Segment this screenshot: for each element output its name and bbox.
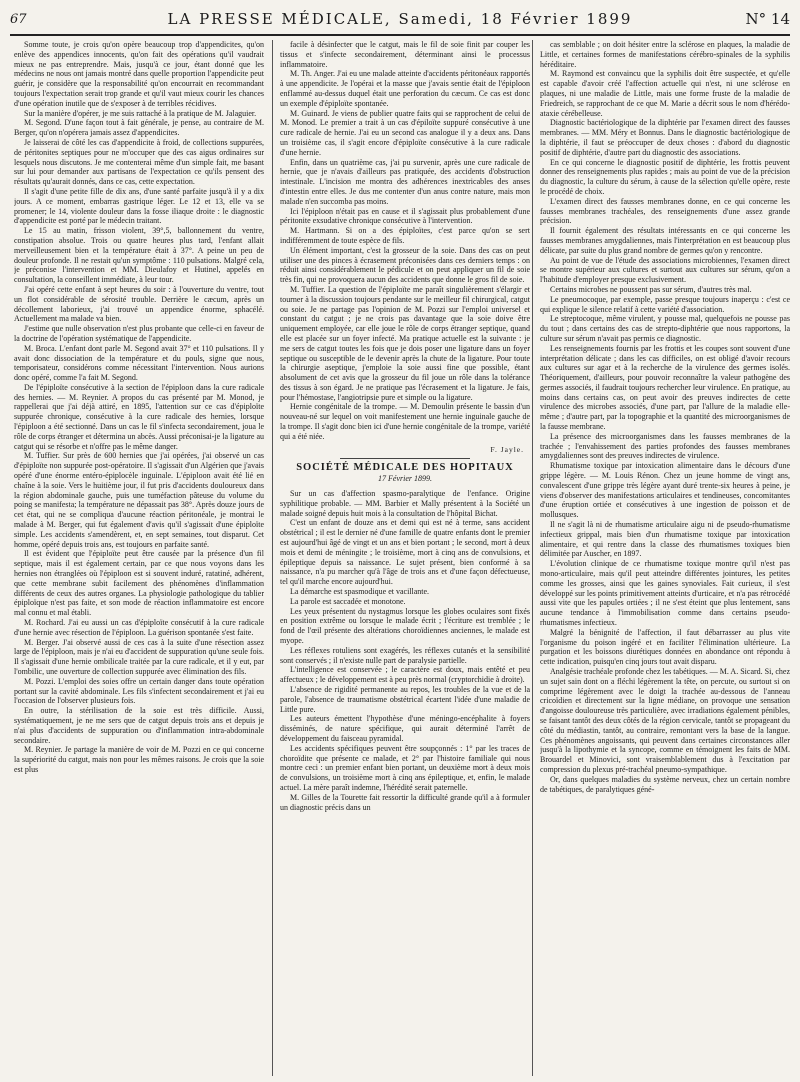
column-divider xyxy=(532,40,533,1076)
paragraph: Hernie congénitale de la trompe. — M. Demoulin présente le bassin d'un nouveau-né sur lequel on voit manifestement une hernie inguinale gauche de la trompe. Il s'agit donc bien ici d'une hernie congénitale de la trompe, variété qui a été niée. xyxy=(280,402,530,441)
paragraph: En ce qui concerne le diagnostic positif de diphtérie, les frottis peuvent donner des renseignements plus rapides ; mais au point de vue de la précision du diagnostic, la culture du sérum, à cause de la sélection qu'elle opère, reste le procédé de choix. xyxy=(540,157,790,196)
paragraph: Le streptocoque, même virulent, y pousse mal, quelquefois ne pousse pas du tout ; dans certains des cas de strepto-diphtérie que nous rapportons, la culture sur sérum n'avait pas permis ce diagnostic. xyxy=(540,314,790,343)
page-header xyxy=(10,4,790,36)
paragraph: M. Segond. D'une façon tout à fait générale, je pense, au contraire de M. Berger, qu'on n'opérera jamais assez d'appendicites. xyxy=(14,118,264,138)
paragraph: La parole est saccadée et monotone. xyxy=(290,596,406,606)
paragraph: Analgésie trachéale profonde chez les tabétiques. — M. A. Sicard. Si, chez un sujet sain dont on a fléchi légèrement la tête, on percute, ou surtout si on comprime légèrement avec le doigt la trachée au-dessous de l'anneau cricoïdien et directement sur la ligne médiane, on provoque une sensation d'angoisse douloureuse très particulière, avec irradiations également pénibles, se faisant tantôt des deux côtés de la région cervicale, tantôt se propageant du côté du médiastin, tantôt, au contraire, remontant vers la base de la langue. Ces phénomènes angoissants, qui peuvent dans certaines circonstances aller jusqu'à la lipothymie et la syncope, comme en témoignent les faits de MM. Brouardel et Minovici, sont vraisemblablement dus à l'excitation par compression du plexus pré-trachéal pneumo-sympathique. xyxy=(540,667,790,774)
paragraph: La démarche est spasmodique et vacillante. xyxy=(290,587,430,597)
column-middle xyxy=(280,40,530,1076)
paragraph: Je laisserai de côté les cas d'appendicite à froid, de collections suppurées, de péritonites septiques pour ne m'occuper que des cas aigus ordinaires sur lesquels nous discutons. Je me contenterai même d'un simple fait, me basant sur lui pour demander aux partisans de l'expectation ce qu'ils pensent des résultats qu'aurait donnés, dans ce cas, cette expectation. xyxy=(14,137,264,187)
paragraph: M. Reynier. Je partage la manière de voir de M. Pozzi en ce qui concerne la supériorité du catgut, mais non pour les mêmes raisons. Je crois que la soie est plus xyxy=(14,745,264,774)
paragraph: Les yeux présentent du nystagmus lorsque les globes oculaires sont fixés en position extrême ou lorsque le malade écrit ; l'écriture est tremblée ; le fond de l'œil présente des altérations choroïdiennes anciennes, le malade est myope. xyxy=(280,606,530,646)
paragraph: M. Gilles de la Tourette fait ressortir la difficulté grande qu'il a à formuler un diagnostic précis dans un xyxy=(280,792,530,812)
paragraph: Enfin, dans un quatrième cas, j'ai pu survenir, après une cure radicale de hernie, que je n'avais d'ailleurs pas pratiquée, des accidents d'obstruction intestinale. L'incision me montra des adhérences inextricables des anses d'intestin entre elles. Je dus me contenter d'un anus contre nature, mais mon malade n'en succomba pas moins. xyxy=(280,157,530,206)
paragraph: Les réflexes rotuliens sont exagérés, les réflexes cutanés et la sensibilité sont conservés ; il n'existe nulle part de paralysie partielle. xyxy=(280,645,530,665)
paragraph: Or, dans quelques maladies du système nerveux, chez un certain nombre de tabétiques, de paralytiques géné- xyxy=(540,774,790,794)
paragraph: M. Tuffier. La question de l'épiploïte me paraît singulièrement s'élargir et tourner à la discussion toujours pendante sur le meilleur fil chirurgical, catgut ou soie. Je ne partage pas l'opinion de M. Pozzi sur l'emploi universel et constant du catgut ; je ne crois pas davantage que la soie doive être uniquement employée, car elle joue le rôle de corps étranger septique, quand elle est placée sur un foyer infecté. Ma pratique actuelle est la suivante : je me sers de catgut toutes les fois que je dois poser une ligature dans un foyer septique ou susceptible de le devenir après la chute de la ligature. Pour toute la chirurgie aseptique, j'emploie la soie aussi fine que possible, étant absolument de cet avis que la grosseur du fil joue un rôle dans la tolérance des tissus à son égard. Je ne pratique pas l'écrasement et la ligature. Je fais, pour l'hémostase, l'angiotripsie pure et simple ou la ligature. xyxy=(280,284,530,402)
paragraph: L'intelligence est conservée ; le caractère est doux, mais entêté et peu affectueux ; le développement est à peu près normal (cryptorchidie à droite). xyxy=(280,665,530,685)
paragraph: Ici l'épiploon n'était pas en cause et il s'agissait plus probablement d'une péritonite exsudative chronique consécutive à l'intervention. xyxy=(280,206,530,226)
paragraph: L'évolution clinique de ce rhumatisme toxique montre qu'il n'est pas mono-articulaire, mais qu'il peut atteindre différentes jointures, les petites comme les grosses, ainsi que les gaines synoviales. Fait curieux, il s'est développé sur les points primitivement atteints d'urticaire, et n'a pas rétrocédé aussi vite que les papules ortiées ; il ne s'est éteint que plus lentement, sans aucune tendance à l'immobilisation comme dans certains pseudo-rhumatismes infectieux. xyxy=(540,559,790,628)
column-divider xyxy=(272,40,273,1076)
paragraph: M. Berger. J'ai observé aussi de ces cas à la suite d'une résection assez large de l'épiploon, mais je n'ai eu d'accident de suppuration qu'une seule fois. Il s'agissait d'une hernie ombilicale traitée par la cure radicale, et il y eut, par l'ombilic, une ouverture de collection suppurée avec élimination des fils. xyxy=(14,637,264,676)
paragraph: facile à désinfecter que le catgut, mais le fil de soie finit par couper les tissus et s'infecte secondairement, déterminant ainsi le processus inflammatoire. xyxy=(280,40,530,69)
paragraph: Les accidents spécifiques peuvent être soupçonnés : 1° par les traces de choroïdite que présente ce malade, et 2° par l'histoire familiale qui nous montre ceci : un premier enfant bien portant, un deuxième mort à deux mois de convulsions, un troisième mort à cinq ans épileptique, et, enfin, le malade actuel. La mère paraît indemne, l'hérédité serait paternelle. xyxy=(280,743,530,792)
paragraph: De l'épiploïte consécutive à la section de l'épiploon dans la cure radicale des hernies. — M. Reynier. A propos du cas présenté par M. Monod, je rappellerai que j'ai déjà attiré, en 1895, l'attention sur ce cas d'épiploïte suppurée chronique, consécutive à la cure radicale des hernies, lorsque l'épiploon a été sectionné. Dans un cas le fil s'infecta secondairement, joua le rôle de corps étranger et détermina un abcès. Aussi préconisai-je la ligature au catgut qui se résorbe et n'offre pas le même danger. xyxy=(14,382,264,451)
page-number: 67 xyxy=(10,11,27,27)
paragraph: M. Th. Anger. J'ai eu une malade atteinte d'accidents péritonéaux rapportés à une appendicite. Je l'opérai et la masse que j'avais sentie était de l'épiploon enflammé au-dessus duquel était une perforation du cæcum. Ce cas est donc un exemple d'épiploïte spontanée. xyxy=(280,69,530,108)
paragraph: Sur un cas d'affection spasmo-paralytique de l'enfance. Origine syphilitique probable. — MM. Barbier et Mally présentent à la Société un malade soigné depuis huit mois à la consultation de l'hôpital Bichat. xyxy=(280,489,530,518)
paragraph: Un élément important, c'est la grosseur de la soie. Dans des cas on peut utiliser une des pinces à écrasement préconisées dans ces derniers temps : on réduit ainsi considérablement le pédicule et on peut appliquer un fil de soie très fin, qui ne provoquera aucun des accidents que donne le gros fil de soie. xyxy=(280,245,530,285)
paragraph: Il est évident que l'épiploïte peut être causée par la présence d'un fil septique, mais il est également certain, par ce que nous voyons dans les hernies non étranglées où l'épiploon est si souvent induré, ratatiné, adhérent, que cette membrane subit facilement des phénomènes d'inflammation différents de ceux des autres organes. La physiologie pathologique du tablier épiploïque n'est pas faite, et son mode de réaction inflammatoire est encore mal connu et mal établi. xyxy=(14,549,264,618)
paragraph: L'examen direct des fausses membranes donne, en ce qui concerne les fausses membranes trachéales, des renseignements d'une assez grande précision. xyxy=(540,196,790,226)
society-heading: SOCIÉTÉ MÉDICALE DES HOPITAUX xyxy=(296,462,514,474)
paragraph: La présence des microorganismes dans les fausses membranes de la trachée ; l'envahissement des parties profondes des fausses membranes amygdaliennes sont des preuves indirectes de virulence. xyxy=(540,431,790,461)
paragraph: Le 15 au matin, frisson violent, 39°,5, ballonnement du ventre, constipation absolue. Trois ou quatre heures plus tard, l'enfant allait merveilleusement bien et la température était à 37°. A peine un peu de douleur profonde. Il ne restait qu'un symptôme : 110 pulsations. Malgré cela, je préconise l'intervention et MM. Dieulafoy et Hutinel, appelés en consultation, la conseillent immédiate, à leur tour. xyxy=(14,226,264,285)
paragraph: M. Guinard. Je viens de publier quatre faits qui se rapprochent de celui de M. Monod. Le premier a trait à un cas d'épiloïte suppuré consécutive à une cure radicale de hernie. J'ai eu un second cas analogue il y a deux ans. Dans un troisième cas, il s'agit encore d'épiploïte consécutive à la cure radicale d'une hernie. xyxy=(280,108,530,157)
paragraph: L'absence de rigidité permanente au repos, les troubles de la vue et de la parole, l'absence de traumatisme obstétrical écartent l'idée d'une maladie de Little pure. xyxy=(280,685,530,714)
paragraph: En outre, la stérilisation de la soie est très difficile. Aussi, systématiquement, je ne me sers que de catgut depuis trois ans et depuis je n'ai plus d'accidents de suppuration ou d'inflammation intra-abdominale secondaire. xyxy=(14,706,264,745)
paragraph: Sur la manière d'opérer, je me suis rattaché à la pratique de M. Jalaguier. xyxy=(24,108,257,118)
paragraph: M. Rochard. J'ai eu aussi un cas d'épiploïte consécutif à la cure radicale d'une hernie avec résection de l'épiploon. La guérison spontanée s'est faite. xyxy=(14,618,264,637)
paragraph: M. Hartmann. Si on a des épiploïtes, c'est parce qu'on se sert indifféremment de toute espèce de fils. xyxy=(280,226,530,245)
column-right xyxy=(540,40,790,1076)
paragraph: Le pneumocoque, par exemple, passe presque toujours inaperçu : c'est ce qui explique le silence relatif à cette variété d'association. xyxy=(540,294,790,314)
paragraph: C'est un enfant de douze ans et demi qui est né à terme, sans accident obstétrical ; il est le dernier né d'une famille de quatre enfants dont le premier est aujourd'hui âgé de vingt et un ans et bien portant ; le second, mort à deux mois et demi de méningite ; le troisième, mort à cinq ans de convulsions, et épileptique depuis sa naissance. Le sujet présent, bien conformé à sa naissance, n'a pu marcher qu'à l'âge de trois ans et d'une façon défectueuse, tel qu'il marche encore aujourd'hui. xyxy=(280,518,530,587)
paragraph: Il fournit également des résultats intéressants en ce qui concerne les fausses membranes amygdaliennes, mais l'interprétation en est beaucoup plus délicate, par suite du plus grand nombre de germes qu'on y rencontre. xyxy=(540,226,790,255)
paragraph: M. Raymond est convaincu que la syphilis doit être suspectée, et qu'elle est capable d'avoir créé l'affection actuelle qui n'est, ni une sclérose en plaques, ni une maladie de Little, mais une forme fruste de la maladie de Friedreich, se rapprochant de ce que M. Marie a décrit sous le nom d'hérédo-ataxie cérébelleuse. xyxy=(540,69,790,118)
paragraph: Les auteurs émettent l'hypothèse d'une méningo-encéphalite à foyers disséminés, de nature spécifique, qui aurait déterminé l'arrêt de développement du faisceau pyramidal. xyxy=(280,714,530,743)
paragraph: M. Tuffier. Sur près de 600 hernies que j'ai opérées, j'ai observé un cas d'épiploïte non suppurée post-opératoire. Il s'agissait d'un Algérien que j'avais opéré d'une énorme entéro-épiplocèle inguinale. L'épiploon avait été lié en chaîne à la soie. Vers le huitième jour, il fut pris d'accidents douloureux dans la région abdominale gauche, puis une tuméfaction pâteuse du volume du poing se manifesta; la température ne dépassait pas 38°. Après douze jours de cet état, qui ne se compliqua d'aucune réaction péritonéale, je montrai le malade à M. Berger, qui fut également d'avis qu'il s'agissait d'une épiploïte simple. Les accidents s'amendèrent, et, en sept semaines, tout disparut. Cet homme, opéré depuis trois ans, est toujours en parfaite santé. xyxy=(14,451,264,549)
journal-title: LA PRESSE MÉDICALE, Samedi, 18 Février 1899 xyxy=(167,10,633,28)
author-signature: F. Jayle. xyxy=(490,444,524,454)
paragraph: J'ai opéré cette enfant à sept heures du soir : à l'ouverture du ventre, tout un flot considérable de sérosité trouble. Derrière le cæcum, après un décollement laborieux, j'ai trouvé un appendice énorme, sphacélé. Actuellement ma malade va bien. xyxy=(14,284,264,324)
column-left xyxy=(14,40,264,1076)
paragraph: J'estime que nulle observation n'est plus probante que celle-ci en faveur de la doctrine de l'opération systématique de l'appendicite. xyxy=(14,324,264,343)
paragraph: Somme toute, je crois qu'on opère beaucoup trop d'appendicites, qu'on enlève des appendices innocents, qu'on fait des opérations qu'il vaudrait mieux ne pas entreprendre. Mais, jusqu'à ce jour, étant donné que les médecins ne nous ont jamais montré dans quelle proportion l'appendicite peut guérir, je considère que la responsabilité qu'on encourrait en recommandant toujours l'expectation serait trop grande et qu'il vaut mieux courir les chances d'une opération inutile que de s'exposer à de terribles récidives. xyxy=(14,40,264,108)
paragraph: M. Broca. L'enfant dont parle M. Segond avait 37° et 110 pulsations. Il y avait donc dissociation de la température et du pouls, signe que nous, temporisateur, considérons comme nécessitant l'intervention. Nous aurions donc opéré, comme l'a fait M. Segond. xyxy=(14,343,264,383)
paragraph: cas semblable ; on doit hésiter entre la sclérose en plaques, la maladie de Little, et certaines formes de manifestations cérébro-spinales de la syphilis héréditaire. xyxy=(540,40,790,69)
society-date: 17 Février 1899. xyxy=(378,474,432,484)
paragraph: Au point de vue de l'étude des associations microbiennes, l'examen direct se montre supérieur aux cultures et surtout aux cultures sur sérum, qu'on a l'habitude d'employer presque exclusivement. xyxy=(540,255,790,285)
issue-number: N° 14 xyxy=(745,10,790,28)
paragraph: Il ne s'agit là ni de rhumatisme articulaire aigu ni de pseudo-rhumatisme infectieux grippal, mais bien d'un rhumatisme toxique par intoxication alimentaire, et qui rentre dans la classe des rhumatismes toxiques bien délimitée par Auscher, en 1897. xyxy=(540,520,790,559)
section-divider xyxy=(340,458,470,459)
paragraph: Il s'agit d'une petite fille de dix ans, d'une santé parfaite jusqu'à il y a dix jours. A ce moment, embarras gastrique léger. Le 12 et 13, elle va se promener; le 14, violente douleur dans la fosse iliaque droite : le diagnostic d'appendicite est porté par le médecin traitant. xyxy=(14,186,264,226)
paragraph: Diagnostic bactériologique de la diphtérie par l'examen direct des fausses membranes. — MM. Méry et Bonnus. Dans le diagnostic bactériologique de la diphtérie, il faut se préoccuper de deux choses : d'abord du diagnostic positif de diphtérie, d'autre part du diagnostic des associations. xyxy=(540,118,790,157)
paragraph: Certains microbes ne poussent pas sur sérum, d'autres très mal. xyxy=(550,284,752,294)
paragraph: Rhumatisme toxique par intoxication alimentaire dans le décours d'une grippe légère. — M. Louis Rénon. Chez un jeune homme de vingt ans, convalescent d'une grippe très légère ayant duré trente-six heures à peine, je viens d'observer des manifestations articulaires et tendineuses, concomitantes d'une éruption ortiée et consécutives à une ingestion de poisson et de mollusques. xyxy=(540,461,790,520)
paragraph: M. Pozzi. L'emploi des soies offre un certain danger dans toute opération portant sur la cavité abdominale. Les fils s'infectent secondairement et j'ai eu l'occasion de l'observer plusieurs fois. xyxy=(14,676,264,706)
paragraph: Les renseignements fournis par les frottis et les coupes sont souvent d'une interprétation délicate ; dans les cas difficiles, on est obligé d'avoir recours aux cultures sur agar et à la recherche de la virulence des germes isolés. Théoriquement, d'ailleurs, pour pouvoir reconnaître la valeur pathogène des germes associés, il faudrait toujours rechercher leur virulence. En pratique, au moins dans certains cas, on peut avoir des preuves indirectes de cette virulence des microbes associés, d'une part, par l'allure de la maladie elle-même ; d'autre part, par la topographie et la quantité des microorganismes de la fausse membrane. xyxy=(540,343,790,432)
paragraph: Malgré la bénignité de l'affection, il faut débarrasser au plus vite l'organisme du poison ingéré et en faciliter l'élimination ultérieure. La purgation et les boissons diurétiques données en abondance ont répondu à cette indication, puisqu'en cinq jours tout avait disparu. xyxy=(540,627,790,667)
